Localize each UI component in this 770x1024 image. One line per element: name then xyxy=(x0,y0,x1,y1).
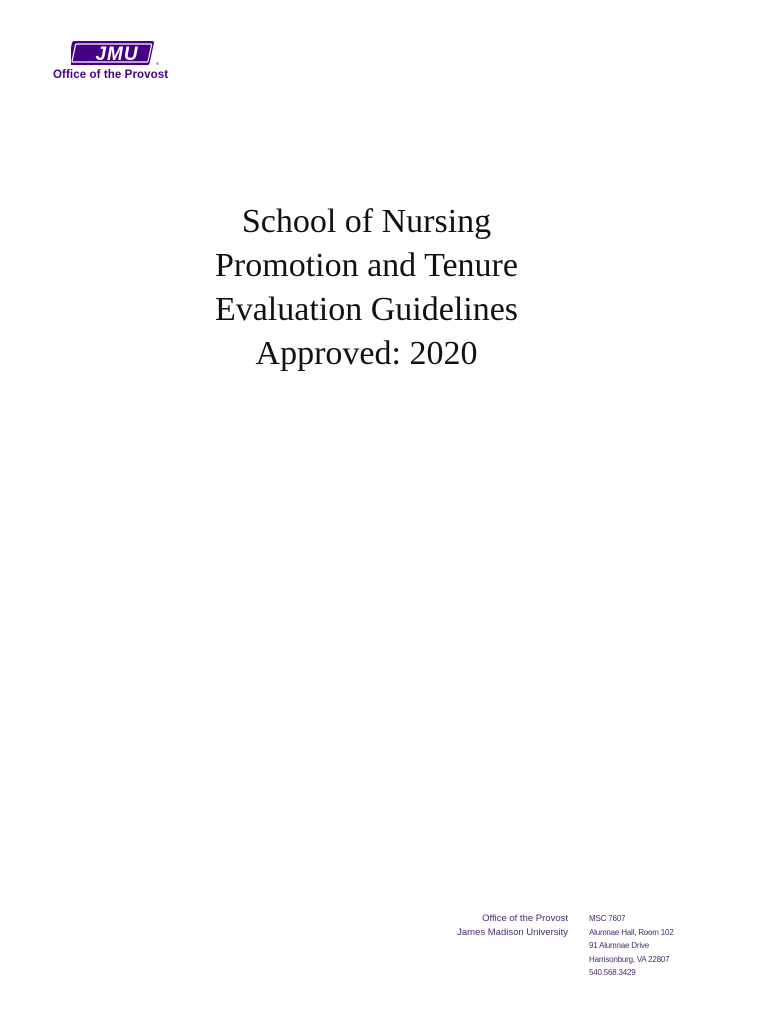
footer-office-name: Office of the Provost xyxy=(482,913,568,924)
jmu-provost-logo xyxy=(53,38,183,81)
footer-address xyxy=(589,912,719,980)
svg-text:JMU: JMU xyxy=(95,44,139,65)
footer-office xyxy=(430,912,568,940)
svg-text:®: ® xyxy=(156,61,159,66)
footer-room: Alumnae Hall, Room 102 xyxy=(589,927,674,937)
footer-university-name: James Madison University xyxy=(457,927,568,938)
school-name: School of Nursing xyxy=(241,203,492,240)
document-title xyxy=(0,200,733,376)
footer-street: 91 Alumnae Drive xyxy=(589,941,649,950)
logo-subtitle: Office of the Provost xyxy=(53,69,169,81)
title-line-1: Promotion and Tenure xyxy=(215,247,518,284)
footer-phone: 540.568.3429 xyxy=(589,968,636,977)
footer-city: Harrisonburg, VA 22807 xyxy=(589,954,670,964)
approved-date: Approved: 2020 xyxy=(255,335,478,372)
footer-msc: MSC 7607 xyxy=(589,914,626,923)
jmu-logo-mark xyxy=(71,38,159,68)
title-line-2: Evaluation Guidelines xyxy=(214,291,519,328)
